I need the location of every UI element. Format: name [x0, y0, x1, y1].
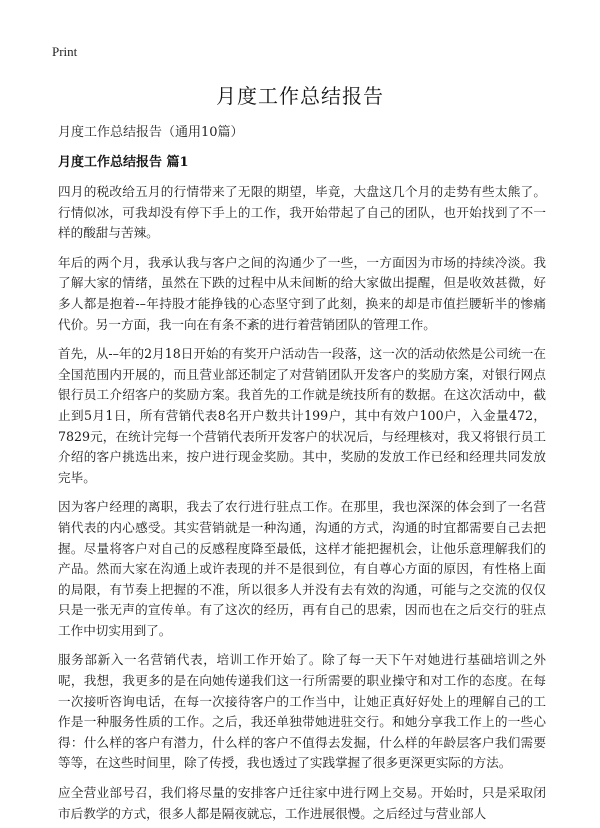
paragraph-6: 应全营业部号召，我们将尽量的安排客户迁往家中进行网上交易。开始时，只是采取闭市后教学的方式，很多人都是隔夜就忘，工作进展很慢。之后经过与营业部人 [58, 785, 546, 821]
document-body [58, 182, 546, 828]
paragraph-3: 首先，从-–年的2月18日开始的有奖开户活动告一段落，这一次的活动依然是公司统一在全国范围内开展的，而且营业部还制定了对营销团队开发客户的奖励方案，对银行网点银行员工介绍客户的奖励方案。我首先的工作就是统技所有的数据。在这次活动中，截止到5月1日，所有营销代表8名开户数共计199户，其中有效户100户，入金量472，7829元，在统计完每一个营销代表所开发客户的状况后，与经理核对，我又将银行员工介绍的客户挑选出来，按户进行现金奖励。其中，奖励的发放工作已经和经理共同发放完毕。 [58, 346, 546, 485]
paragraph-4: 因为客户经理的离职，我去了农行进行驻点工作。在那里，我也深深的体会到了一名营销代表的内心感受。其实营销就是一种沟通，沟通的方式，沟通的时宜都需要自己去把握。尽量将客户对自己的反感程度降至最低，这样才能把握机会，让他乐意理解我们的产品。然而大家在沟通上或许表现的并不是很到位，有自尊心方面的原因，有性格上面的局限，有节奏上把握的不准，所以很多人并没有去有效的沟通，可能与之交流的仅仅只是一张无声的宣传单。有了这次的经历，再有自己的思索，因而也在之后交行的驻点工作中切实用到了。 [58, 499, 546, 638]
print-label: Print [52, 44, 78, 59]
paragraph-2: 年后的两个月，我承认我与客户之间的沟通少了一些，一方面因为市场的持续冷淡。我了解大家的情绪，虽然在下跌的过程中从未间断的给大家做出提醒，但是收效甚微，好多人都是抱着-–年持股才能挣钱的心态坚守到了此刻，换来的却是市值拦腰斩半的惨痛代价。另一方面，我一向在有条不紊的进行着营销团队的管理工作。 [58, 254, 546, 332]
section-heading: 月度工作总结报告 篇1 [58, 155, 189, 170]
paragraph-5: 服务部新入一名营销代表，培训工作开始了。除了每一天下午对她进行基础培训之外呢，我想，我更多的是在向她传递我们这一行所需要的职业操守和对工作的态度。在每一次接听咨询电话，在每一次接待客户的工作当中，让她正真好好处上的理解自己的工作是一种服务性质的工作。之后，我还单独带她进驻交行。和她分享我工作上的一些心得：什么样的客户有潜力，什么样的客户不值得去发掘，什么样的年龄层客户我们需要等等，在这些时间里，除了传授，我也透过了实践掌握了很多更深更实际的方法。 [58, 652, 546, 771]
document-title: 月度工作总结报告 [216, 84, 384, 108]
document-subtitle: 月度工作总结报告（通用10篇） [58, 125, 244, 140]
paragraph-1: 四月的税改给五月的行情带来了无限的期望，毕竟，大盘这几个月的走势有些太熊了。行情似冰，可我却没有停下手上的工作，我开始带起了自己的团队，也开始找到了不一样的酸甜与苦辣。 [58, 184, 546, 241]
